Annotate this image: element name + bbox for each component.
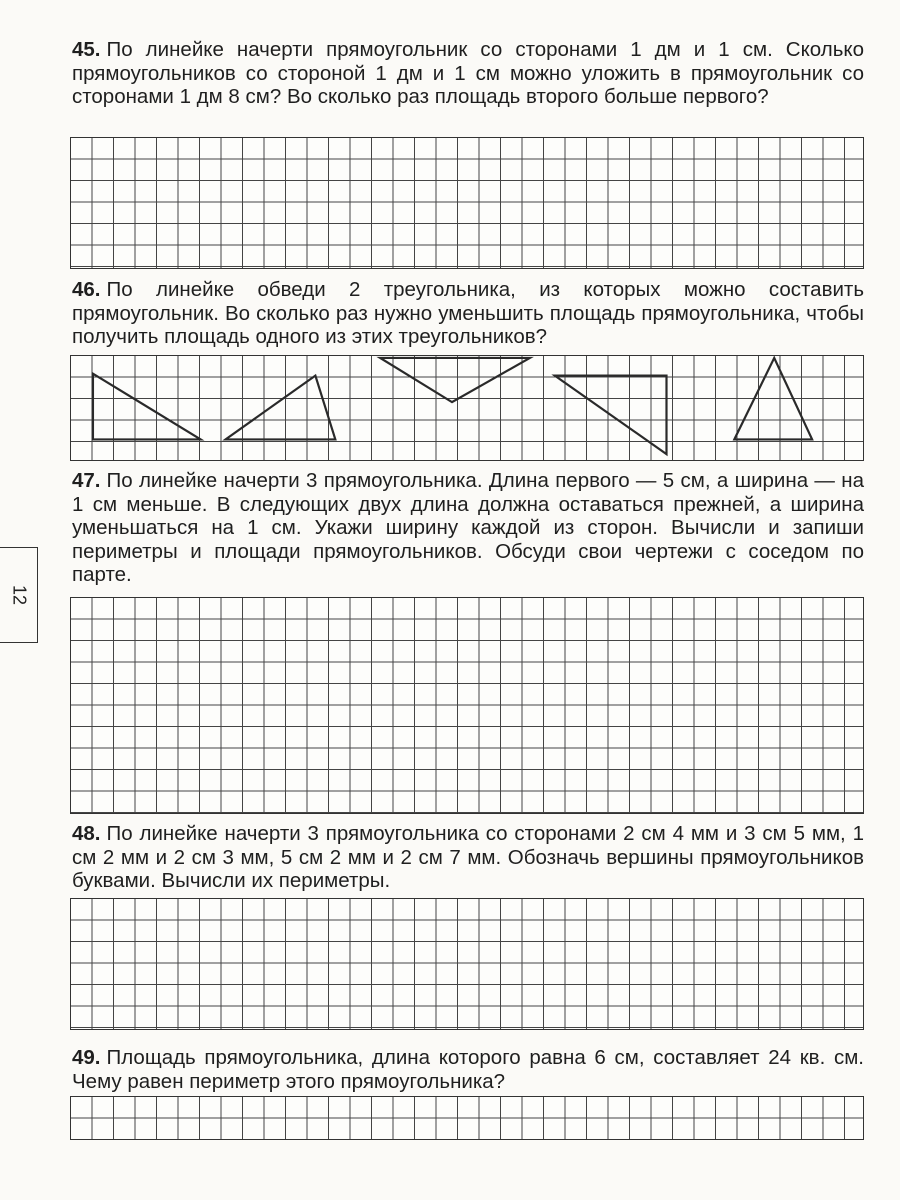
triangle-5[interactable] xyxy=(734,358,812,439)
task-47-body: По линейке начерти 3 прямоугольника. Длина первого — 5 см, а ширина — на 1 см меньше. В следующих двух длина должна оставаться прежней, а ширина уменьшаться на 1 см. Укажи ширину каждой из сторон. Вычисли и запиши периметры и площади прямоугольников. Обсуди свои чертежи с соседом по парте. xyxy=(72,469,864,586)
triangle-3[interactable] xyxy=(380,358,530,402)
task-45-text xyxy=(72,38,864,109)
task-49-text xyxy=(72,1046,864,1093)
page-number-tab xyxy=(0,547,38,643)
task-45-grid[interactable] xyxy=(70,137,864,269)
task-48-number: 48. xyxy=(72,822,101,845)
task-48-body: По линейке начерти 3 прямоугольника со сторонами 2 см 4 мм и 3 см 5 мм, 1 см 2 мм и 2 см 3 мм, 5 см 2 мм и 2 см 7 мм. Обозначь вершины прямоугольников буквами. Вычисли их периметры. xyxy=(72,822,864,892)
task-47-text xyxy=(72,469,864,587)
task-46-number: 46. xyxy=(72,278,101,301)
triangle-2[interactable] xyxy=(226,376,336,440)
triangle-4[interactable] xyxy=(555,376,667,454)
task-47-number: 47. xyxy=(72,469,101,492)
task-45-number: 45. xyxy=(72,38,101,61)
task-49-body: Площадь прямоугольника, длина которого равна 6 см, составляет 24 кв. см. Чему равен периметр этого прямоугольника? xyxy=(72,1046,864,1093)
task-46-grid[interactable] xyxy=(70,355,864,461)
task-49-grid[interactable] xyxy=(70,1096,864,1140)
task-46-triangles xyxy=(71,356,863,460)
triangle-1[interactable] xyxy=(93,374,201,440)
task-48-grid[interactable] xyxy=(70,898,864,1030)
task-46-text xyxy=(72,278,864,349)
task-46-body: По линейке обведи 2 треугольника, из которых можно составить прямоугольник. Во сколько раз нужно уменьшить площадь прямоугольника, чтобы получить площадь одного из этих треугольников? xyxy=(72,278,864,348)
task-45-body: По линейке начерти прямоугольник со сторонами 1 дм и 1 см. Сколько прямоугольников со стороной 1 дм и 1 см можно уложить в прямоугольник со сторонами 1 дм 8 см? Во сколько раз площадь второго больше первого? xyxy=(72,38,864,108)
page-number: 12 xyxy=(9,584,29,606)
task-49-number: 49. xyxy=(72,1046,101,1069)
task-48-text xyxy=(72,822,864,893)
task-47-grid[interactable] xyxy=(70,597,864,814)
